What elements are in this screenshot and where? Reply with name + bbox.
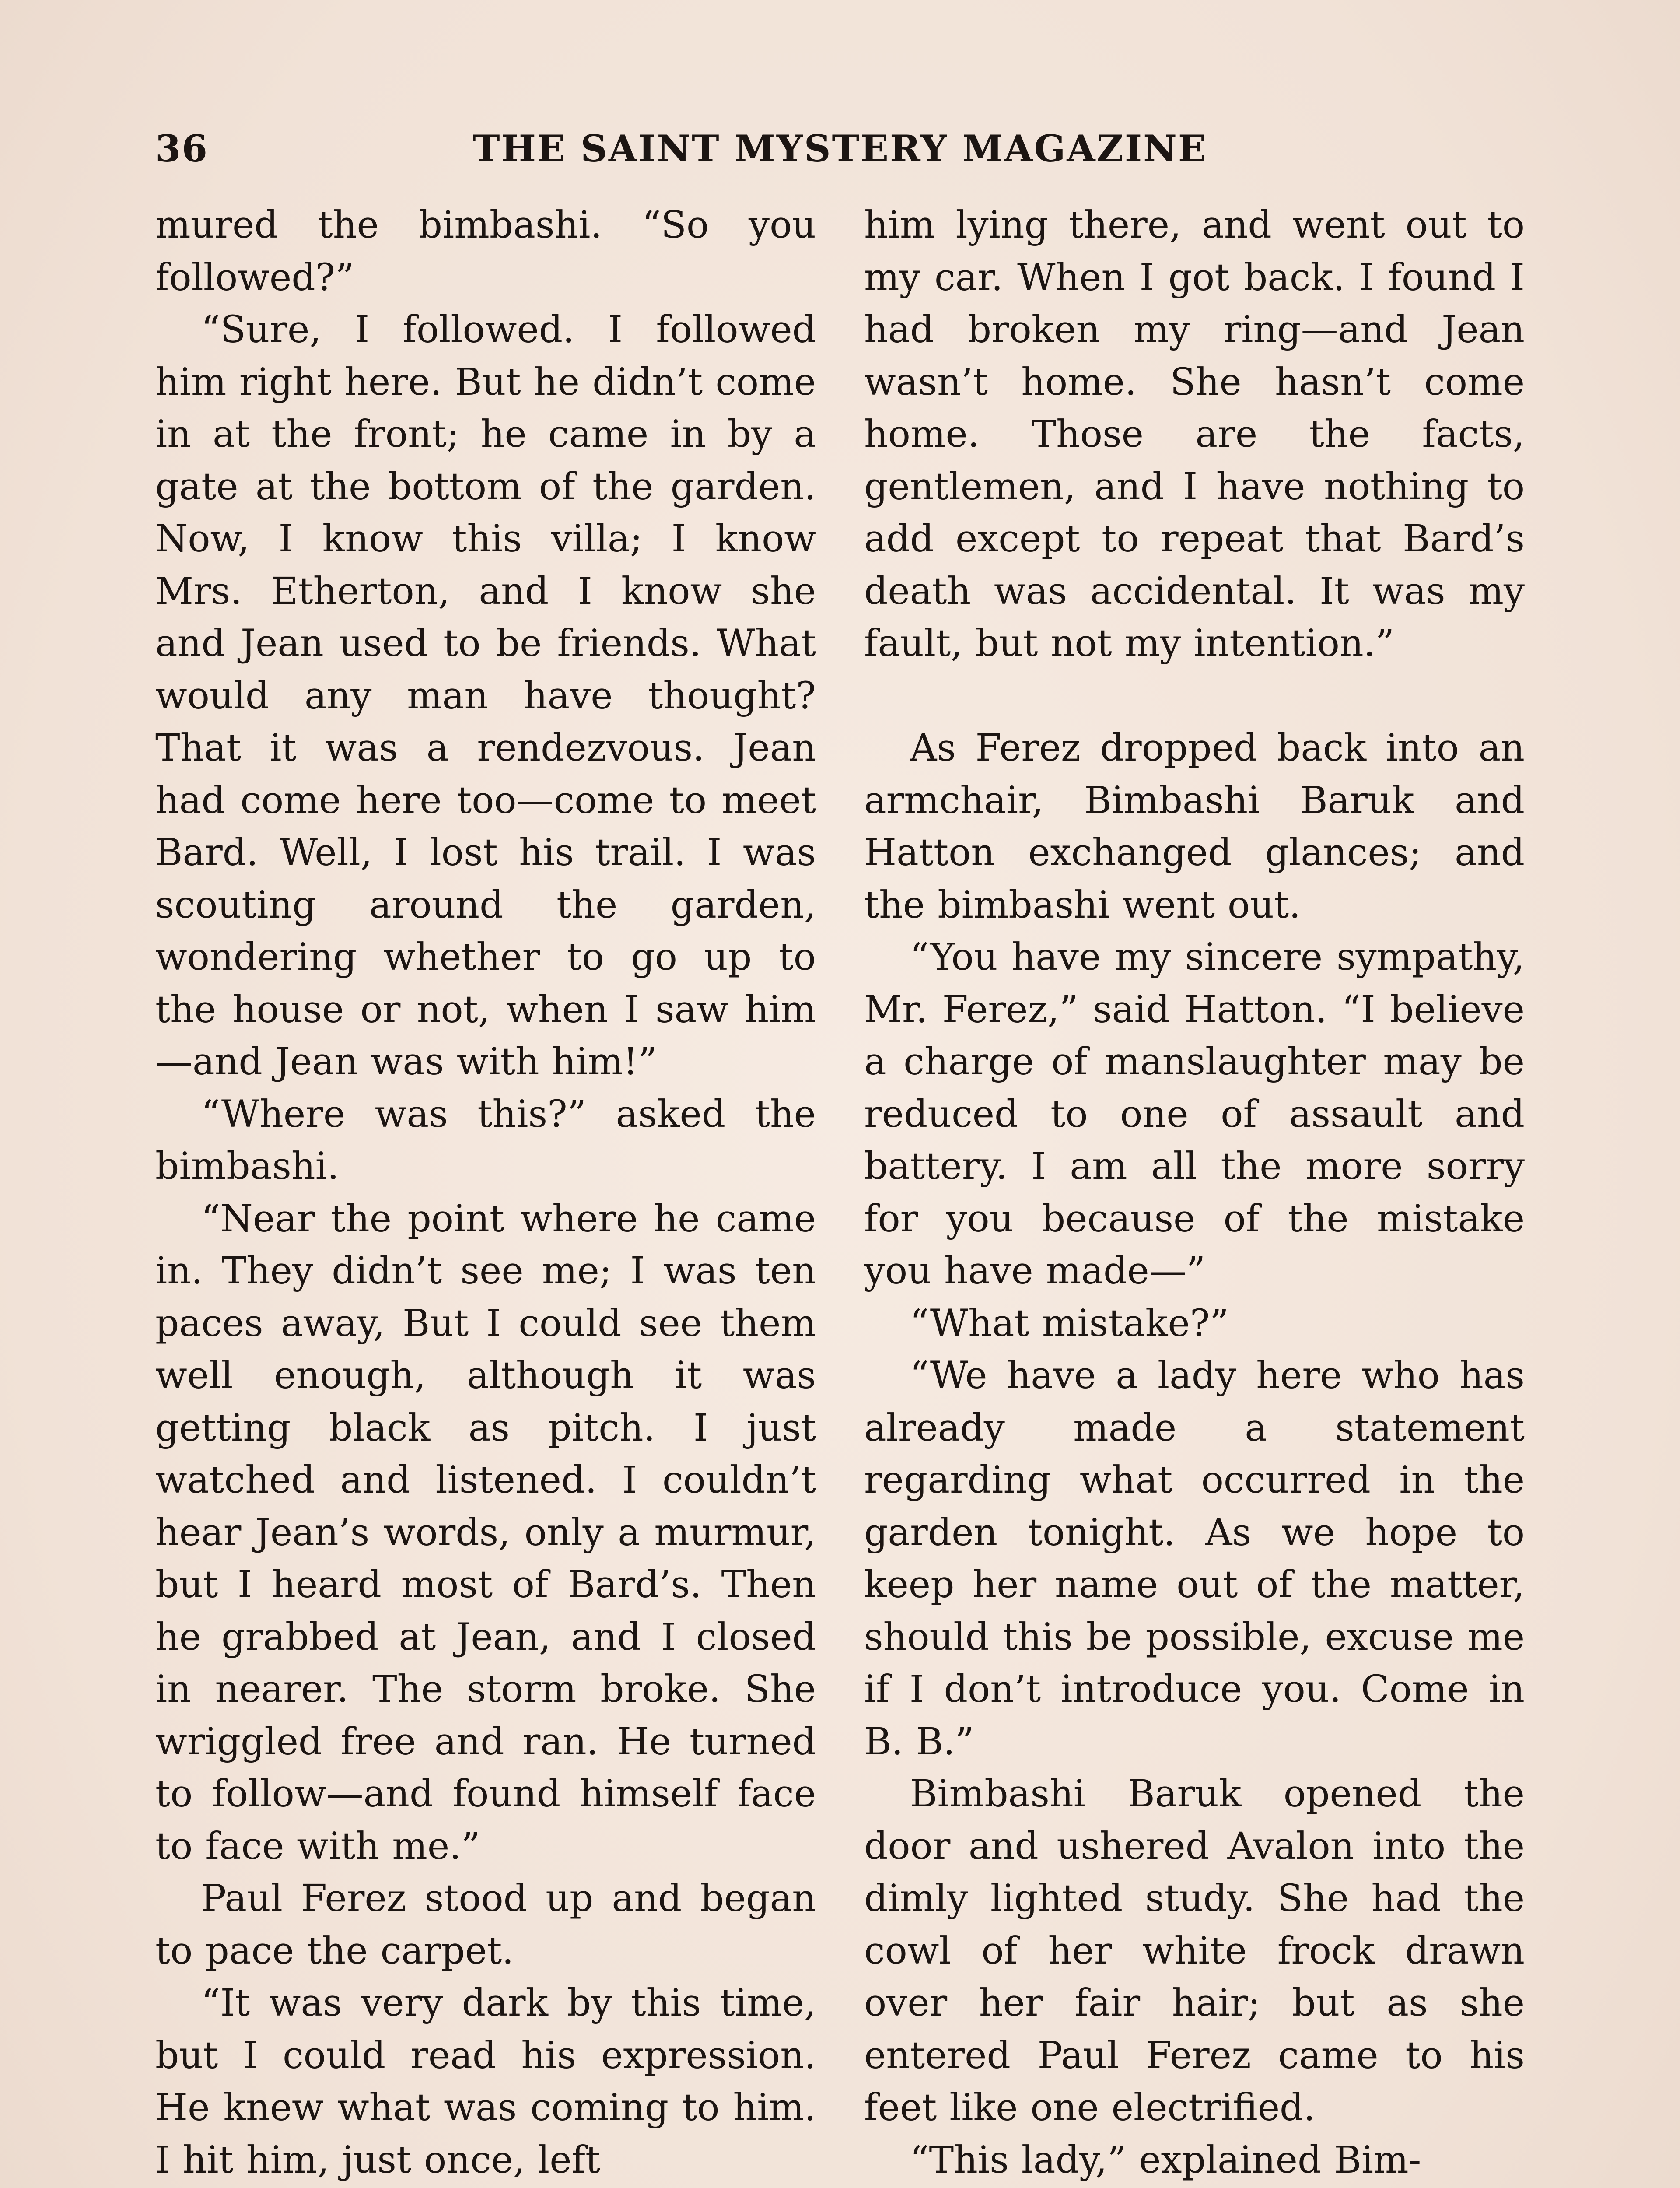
- paragraph: Paul Ferez stood up and began to pace the carpet.: [155, 1877, 816, 1973]
- paragraph: “This lady,” explained Bim-: [910, 2138, 1421, 2182]
- section-break: [864, 670, 1525, 722]
- paragraph: mured the bimbashi. “So you followed?”: [155, 203, 816, 299]
- paragraph: “You have my sincere sympathy, Mr. Ferez,” said Hatton. “I believe a charge of manslaughter may be reduced to one of assault and battery. I am all the more sorry for you because of the mistake you have made—”: [864, 936, 1525, 1293]
- paragraph: “It was very dark by this time, but I could read his expression. He knew what was coming to him. I hit him, just once, left: [155, 1981, 816, 2182]
- paragraph: As Ferez dropped back into an armchair, Bimbashi Baruk and Hatton exchanged glances; and the bimbashi went out.: [864, 726, 1525, 927]
- page-number: 36: [155, 127, 208, 170]
- paragraph: “What mistake?”: [910, 1301, 1229, 1345]
- page-header: [155, 127, 1525, 175]
- paragraph: Bimbashi Baruk opened the door and ushered Avalon into the dimly lighted study. She had the cowl of her white frock drawn over her fair hair; but as she entered Paul Ferez came to his feet like one electrified.: [864, 1772, 1525, 2129]
- right-column: [864, 199, 1525, 2186]
- paragraph: “Where was this?” asked the bimbashi.: [155, 1092, 816, 1188]
- paragraph: “Near the point where he came in. They didn’t see me; I was ten paces away, But I could see them well enough, although it was getting black as pitch. I just watched and listened. I couldn’t hear Jean’s words, only a murmur, but I heard most of Bard’s. Then he grabbed at Jean, and I closed in nearer. The storm broke. She wriggled free and ran. He turned to follow—and found himself face to face with me.”: [155, 1197, 816, 1868]
- paragraph: “We have a lady here who has already made a statement regarding what occurred in the garden tonight. As we hope to keep her name out of the matter, should this be possible, excuse me if I don’t introduce you. Come in B. B.”: [864, 1354, 1525, 1764]
- left-column: [155, 199, 816, 2186]
- running-title: THE SAINT MYSTERY MAGAZINE: [472, 127, 1208, 170]
- paragraph: “Sure, I followed. I followed him right here. But he didn’t come in at the front; he came in by a gate at the bottom of the garden. Now, I know this villa; I know Mrs. Etherton, and I know she and Jean used to be friends. What would any man have thought? That it was a rendezvous. Jean had come here too—come to meet Bard. Well, I lost his trail. I was scouting around the garden, wondering whether to go up to the house or not, when I saw him—and Jean was with him!”: [155, 308, 816, 1083]
- paragraph: him lying there, and went out to my car. When I got back. I found I had broken my ring—and Jean wasn’t home. She hasn’t come home. Those are the facts, gentlemen, and I have nothing to add except to repeat that Bard’s death was accidental. It was my fault, but not my intention.”: [864, 203, 1525, 665]
